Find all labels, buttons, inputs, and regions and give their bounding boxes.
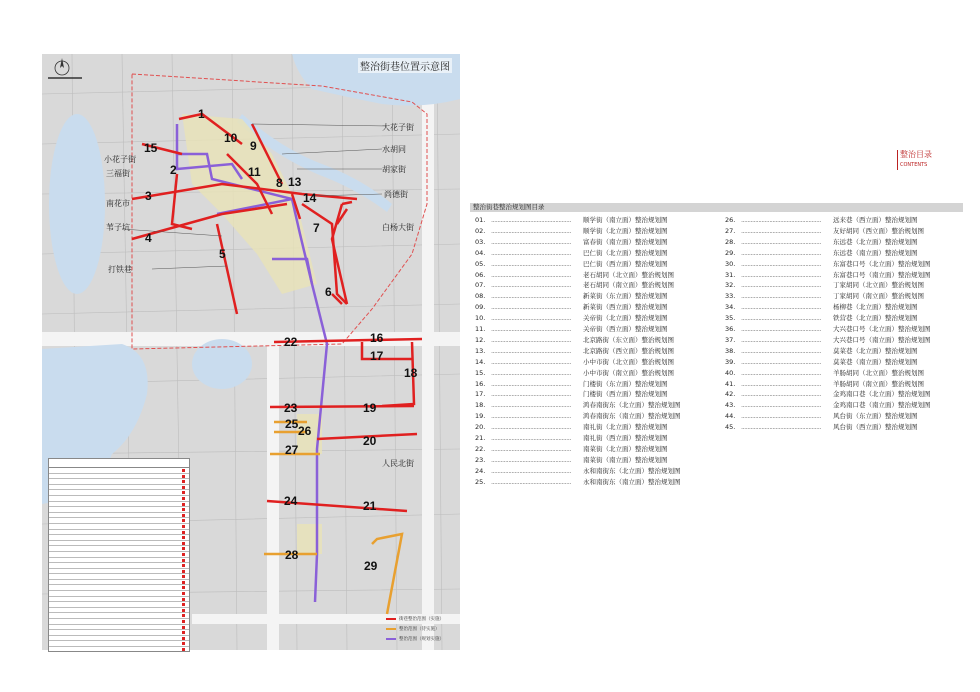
legend-item: 街巷整治范围（实施） — [399, 617, 444, 622]
list-item-name: 风台街（东立面）整治规划图 — [833, 412, 918, 421]
street-label: 白杨大街 — [382, 223, 414, 232]
street-number: 22 — [284, 335, 298, 349]
list-item-name: 东远巷（南立面）整治规划图 — [833, 248, 918, 257]
list-item: 14. ................................................... 小中市街（北立面）整治规划图 — [475, 357, 674, 366]
list-item: 42. ................................................... 金鸡南口巷（北立面）整治规划图 — [725, 390, 931, 399]
list-item-number: 03. — [475, 237, 486, 246]
list-item: 23. ................................................... 南菜街（南立面）整治规划图 — [475, 455, 668, 464]
list-item-name: 顺学街（北立面）整治规划图 — [583, 226, 668, 235]
list-item-number: 31. — [725, 270, 736, 279]
list-item-name: 北京路街（东立面）整治规划图 — [583, 335, 674, 344]
list-item-number: 30. — [725, 259, 736, 268]
street-number: 15 — [144, 141, 158, 155]
street-number: 25 — [285, 417, 299, 431]
street-number: 17 — [370, 349, 384, 363]
street-label: 人民北街 — [382, 459, 414, 468]
section-mark-en: CONTENTS — [900, 162, 928, 168]
list-item-number: 23. — [475, 455, 486, 464]
list-item: 06. ................................................... 老石胡同（北立面）整治规划图 — [475, 270, 674, 279]
list-item-name: 大兴巷口号（北立面）整治规划图 — [833, 325, 931, 333]
list-item-number: 37. — [725, 335, 736, 344]
list-item-number: 45. — [725, 423, 736, 432]
street-number: 23 — [284, 401, 298, 415]
street-number: 9 — [250, 139, 257, 153]
list-item: 32. ................................................... 丁家胡同（北立面）整治规划图 — [725, 281, 924, 290]
list-item-name: 羊肠胡同（南立面）整治规划图 — [833, 379, 924, 388]
list-item-number: 20. — [475, 423, 486, 432]
list-item-number: 44. — [725, 412, 736, 421]
list-item: 40. ................................................... 羊肠胡同（北立面）整治规划图 — [725, 368, 924, 377]
list-item-number: 07. — [475, 281, 486, 290]
list-item-name: 铁营巷（北立面）整治规划图 — [833, 314, 918, 323]
list-item-number: 14. — [475, 357, 486, 366]
list-item-number: 16. — [475, 379, 486, 388]
table-row — [49, 647, 189, 652]
street-number: 4 — [145, 231, 152, 245]
list-item-number: 36. — [725, 325, 736, 333]
list-item-name: 永和南街东（南立面）整治规划图 — [583, 477, 681, 486]
street-label: 三福街 — [106, 169, 130, 178]
list-item-name: 顺学街（南立面）整治规划图 — [583, 216, 668, 224]
list-item-name: 丁家胡同（南立面）整治规划图 — [833, 292, 924, 301]
list-item-number: 35. — [725, 314, 736, 323]
list-item-number: 08. — [475, 292, 486, 301]
list-item-name: 巴仁街（北立面）整治规划图 — [583, 248, 668, 257]
list-item: 28. ................................................... 东远巷（北立面）整治规划图 — [725, 237, 918, 246]
list-item-number: 05. — [475, 259, 486, 268]
list-item-name: 门楼街（东立面）整治规划图 — [583, 379, 668, 388]
street-number: 3 — [145, 189, 152, 203]
list-item-name: 关帝街（西立面）整治规划图 — [583, 325, 668, 333]
list-item: 16. ................................................... 门楼街（东立面）整治规划图 — [475, 379, 668, 388]
list-item-number: 04. — [475, 248, 486, 257]
drawing-list — [470, 215, 960, 495]
street-number: 10 — [224, 131, 238, 145]
list-item-number: 40. — [725, 368, 736, 377]
list-item-number: 24. — [475, 466, 486, 475]
list-item-name: 东富巷口号（南立面）整治规划图 — [833, 270, 931, 279]
list-item-number: 19. — [475, 412, 486, 421]
list-item-name: 新菜街（西立面）整治规划图 — [583, 303, 668, 312]
list-item-number: 22. — [475, 444, 486, 453]
list-item: 45. ................................................... 风台街（西立面）整治规划图 — [725, 423, 918, 432]
list-item: 37. ................................................... 大兴巷口号（南立面）整治规划图 — [725, 335, 931, 344]
list-item: 18. ................................................... 鸿春南街东（北立面）整治规划图 — [475, 401, 681, 410]
street-number: 18 — [404, 366, 418, 380]
list-item-name: 小中市街（北立面）整治规划图 — [583, 357, 674, 366]
street-label: 小花子街 — [104, 155, 136, 164]
list-item: 22. ................................................... 南菜街（北立面）整治规划图 — [475, 444, 668, 453]
list-item-name: 南礼街（西立面）整治规划图 — [583, 434, 668, 442]
list-item: 30. ................................................... 东富巷口号（北立面）整治规划图 — [725, 259, 931, 268]
list-item: 08. ................................................... 新菜街（东立面）整治规划图 — [475, 292, 668, 301]
list-item-number: 33. — [725, 292, 736, 301]
list-item-name: 羊肠胡同（北立面）整治规划图 — [833, 368, 924, 377]
list-item-number: 32. — [725, 281, 736, 290]
street-number: 7 — [313, 221, 320, 235]
list-item: 17. ................................................... 门楼街（西立面）整治规划图 — [475, 390, 668, 399]
list-item-number: 29. — [725, 248, 736, 257]
list-item-name: 莫菜巷（南立面）整治规划图 — [833, 357, 918, 366]
list-item-number: 41. — [725, 379, 736, 388]
street-number: 6 — [325, 285, 332, 299]
map-legend — [386, 614, 460, 644]
list-item: 05. ................................................... 巴仁街（西立面）整治规划图 — [475, 259, 668, 268]
list-item-name: 小中市街（南立面）整治规划图 — [583, 368, 674, 377]
list-item-name: 富春街（南立面）整治规划图 — [583, 237, 668, 246]
section-mark-cn: 整治目录 — [900, 150, 932, 159]
street-label: 苇子坑 — [106, 223, 130, 232]
street-label: 水胡同 — [382, 145, 406, 154]
list-item-name: 巴仁街（西立面）整治规划图 — [583, 259, 668, 268]
list-item-number: 42. — [725, 390, 736, 399]
list-item: 27. ................................................... 友好胡同（西立面）整治规划图 — [725, 226, 924, 235]
street-label: 胡家街 — [382, 165, 406, 174]
street-number: 16 — [370, 331, 384, 345]
list-item-name: 南菜街（南立面）整治规划图 — [583, 455, 668, 464]
section-mark — [897, 150, 932, 170]
legend-item: 整治范围（规划实施） — [399, 637, 444, 642]
list-item-name: 南菜街（北立面）整治规划图 — [583, 444, 668, 453]
list-item: 01. ................................................... 顺学街（南立面）整治规划图 — [475, 216, 668, 224]
list-item-number: 28. — [725, 237, 736, 246]
street-summary-table — [48, 458, 190, 652]
street-label: 尚德街 — [384, 190, 408, 199]
list-item: 44. ................................................... 风台街（东立面）整治规划图 — [725, 412, 918, 421]
list-item-number: 11. — [475, 325, 486, 333]
list-item: 33. ................................................... 丁家胡同（南立面）整治规划图 — [725, 292, 924, 301]
list-item-name: 大兴巷口号（南立面）整治规划图 — [833, 335, 931, 344]
list-item: 34. ................................................... 杨柳巷（北立面）整治规划图 — [725, 303, 918, 312]
list-item-number: 27. — [725, 226, 736, 235]
list-item-name: 永和南街东（北立面）整治规划图 — [583, 466, 681, 475]
street-number: 13 — [288, 175, 302, 189]
list-item-name: 鸿春南街东（北立面）整治规划图 — [583, 401, 681, 410]
list-item-name: 南礼街（北立面）整治规划图 — [583, 423, 668, 432]
list-item-name: 老石胡同（南立面）整治规划图 — [583, 281, 674, 290]
list-item-name: 东远巷（北立面）整治规划图 — [833, 237, 918, 246]
list-item-number: 06. — [475, 270, 486, 279]
street-number: 14 — [303, 191, 317, 205]
list-item-number: 18. — [475, 401, 486, 410]
lake-west — [49, 114, 105, 294]
list-item: 25. ................................................... 永和南街东（南立面）整治规划图 — [475, 477, 681, 486]
list-item: 39. ................................................... 莫菜巷（南立面）整治规划图 — [725, 357, 918, 366]
list-item: 15. ................................................... 小中市街（南立面）整治规划图 — [475, 368, 674, 377]
list-item-name: 东富巷口号（北立面）整治规划图 — [833, 259, 931, 268]
street-number: 28 — [285, 548, 299, 562]
list-item-name: 北京路街（西立面）整治规划图 — [583, 346, 674, 355]
list-item: 03. ................................................... 富春街（南立面）整治规划图 — [475, 237, 668, 246]
list-item-number: 12. — [475, 335, 486, 344]
street-number: 19 — [363, 401, 377, 415]
street-number: 26 — [298, 424, 312, 438]
list-item: 19. ................................................... 鸿春南街东（南立面）整治规划图 — [475, 412, 681, 421]
list-item: 24. ................................................... 永和南街东（北立面）整治规划图 — [475, 466, 681, 475]
list-item: 43. ................................................... 金鸡南口巷（南立面）整治规划图 — [725, 401, 931, 410]
list-item-number: 38. — [725, 346, 736, 355]
list-heading: 整治街巷整治规划图目录 — [470, 203, 963, 212]
list-item-name: 新菜街（东立面）整治规划图 — [583, 292, 668, 301]
list-item-number: 21. — [475, 434, 486, 442]
street-number: 1 — [198, 107, 205, 121]
street-number: 2 — [170, 163, 177, 177]
legend-item: 整治范围（待实施） — [399, 627, 440, 632]
list-item: 12. ................................................... 北京路街（东立面）整治规划图 — [475, 335, 674, 344]
list-item: 20. ................................................... 南礼街（北立面）整治规划图 — [475, 423, 668, 432]
street-label: 大花子街 — [382, 123, 414, 132]
list-item: 36. ................................................... 大兴巷口号（北立面）整治规划图 — [725, 325, 931, 333]
street-number: 5 — [219, 247, 226, 261]
list-item-name: 杨柳巷（北立面）整治规划图 — [833, 303, 918, 312]
list-item-number: 10. — [475, 314, 486, 323]
street-number: 20 — [363, 434, 377, 448]
list-item-number: 13. — [475, 346, 486, 355]
list-item: 10. ................................................... 关帝街（北立面）整治规划图 — [475, 314, 668, 323]
list-item: 02. ................................................... 顺学街（北立面）整治规划图 — [475, 226, 668, 235]
list-item-name: 远来巷（西立面）整治规划图 — [833, 216, 918, 224]
list-item-name: 莫菜巷（北立面）整治规划图 — [833, 346, 918, 355]
list-item: 11. ................................................... 关帝街（西立面）整治规划图 — [475, 325, 668, 333]
list-item: 13. ................................................... 北京路街（西立面）整治规划图 — [475, 346, 674, 355]
list-item: 26. ................................................... 远来巷（西立面）整治规划图 — [725, 216, 918, 224]
street-label: 打铁巷 — [108, 265, 132, 274]
street-label: 南花市 — [106, 199, 130, 208]
street-number: 21 — [363, 499, 377, 513]
street-number: 29 — [364, 559, 378, 573]
list-item-name: 金鸡南口巷（南立面）整治规划图 — [833, 401, 931, 410]
list-item-name: 关帝街（北立面）整治规划图 — [583, 314, 668, 323]
list-item-name: 金鸡南口巷（北立面）整治规划图 — [833, 390, 931, 399]
list-item: 04. ................................................... 巴仁街（北立面）整治规划图 — [475, 248, 668, 257]
list-item-number: 01. — [475, 216, 486, 224]
list-item: 31. ................................................... 东富巷口号（南立面）整治规划图 — [725, 270, 931, 279]
list-item-number: 34. — [725, 303, 736, 312]
list-item-name: 丁家胡同（北立面）整治规划图 — [833, 281, 924, 290]
list-item: 21. ................................................... 南礼街（西立面）整治规划图 — [475, 434, 668, 442]
list-item-name: 鸿春南街东（南立面）整治规划图 — [583, 412, 681, 421]
street-number: 27 — [285, 443, 299, 457]
list-item: 09. ................................................... 新菜街（西立面）整治规划图 — [475, 303, 668, 312]
list-item: 38. ................................................... 莫菜巷（北立面）整治规划图 — [725, 346, 918, 355]
list-item-number: 43. — [725, 401, 736, 410]
street-number: 8 — [276, 176, 283, 190]
list-item-number: 15. — [475, 368, 486, 377]
street-number: 24 — [284, 494, 298, 508]
list-item-number: 26. — [725, 216, 736, 224]
list-item-name: 风台街（西立面）整治规划图 — [833, 423, 918, 432]
list-item-number: 09. — [475, 303, 486, 312]
list-item-name: 老石胡同（北立面）整治规划图 — [583, 270, 674, 279]
list-item: 35. ................................................... 铁营巷（北立面）整治规划图 — [725, 314, 918, 323]
list-item-name: 友好胡同（西立面）整治规划图 — [833, 226, 924, 235]
list-item: 29. ................................................... 东远巷（南立面）整治规划图 — [725, 248, 918, 257]
list-item: 41. ................................................... 羊肠胡同（南立面）整治规划图 — [725, 379, 924, 388]
list-item-name: 门楼街（西立面）整治规划图 — [583, 390, 668, 399]
street-number: 11 — [248, 165, 261, 179]
list-item-number: 39. — [725, 357, 736, 366]
list-item: 07. ................................................... 老石胡同（南立面）整治规划图 — [475, 281, 674, 290]
list-item-number: 17. — [475, 390, 486, 399]
map-title: 整治街巷位置示意图 — [358, 58, 452, 73]
list-item-number: 02. — [475, 226, 486, 235]
list-item-number: 25. — [475, 477, 486, 486]
